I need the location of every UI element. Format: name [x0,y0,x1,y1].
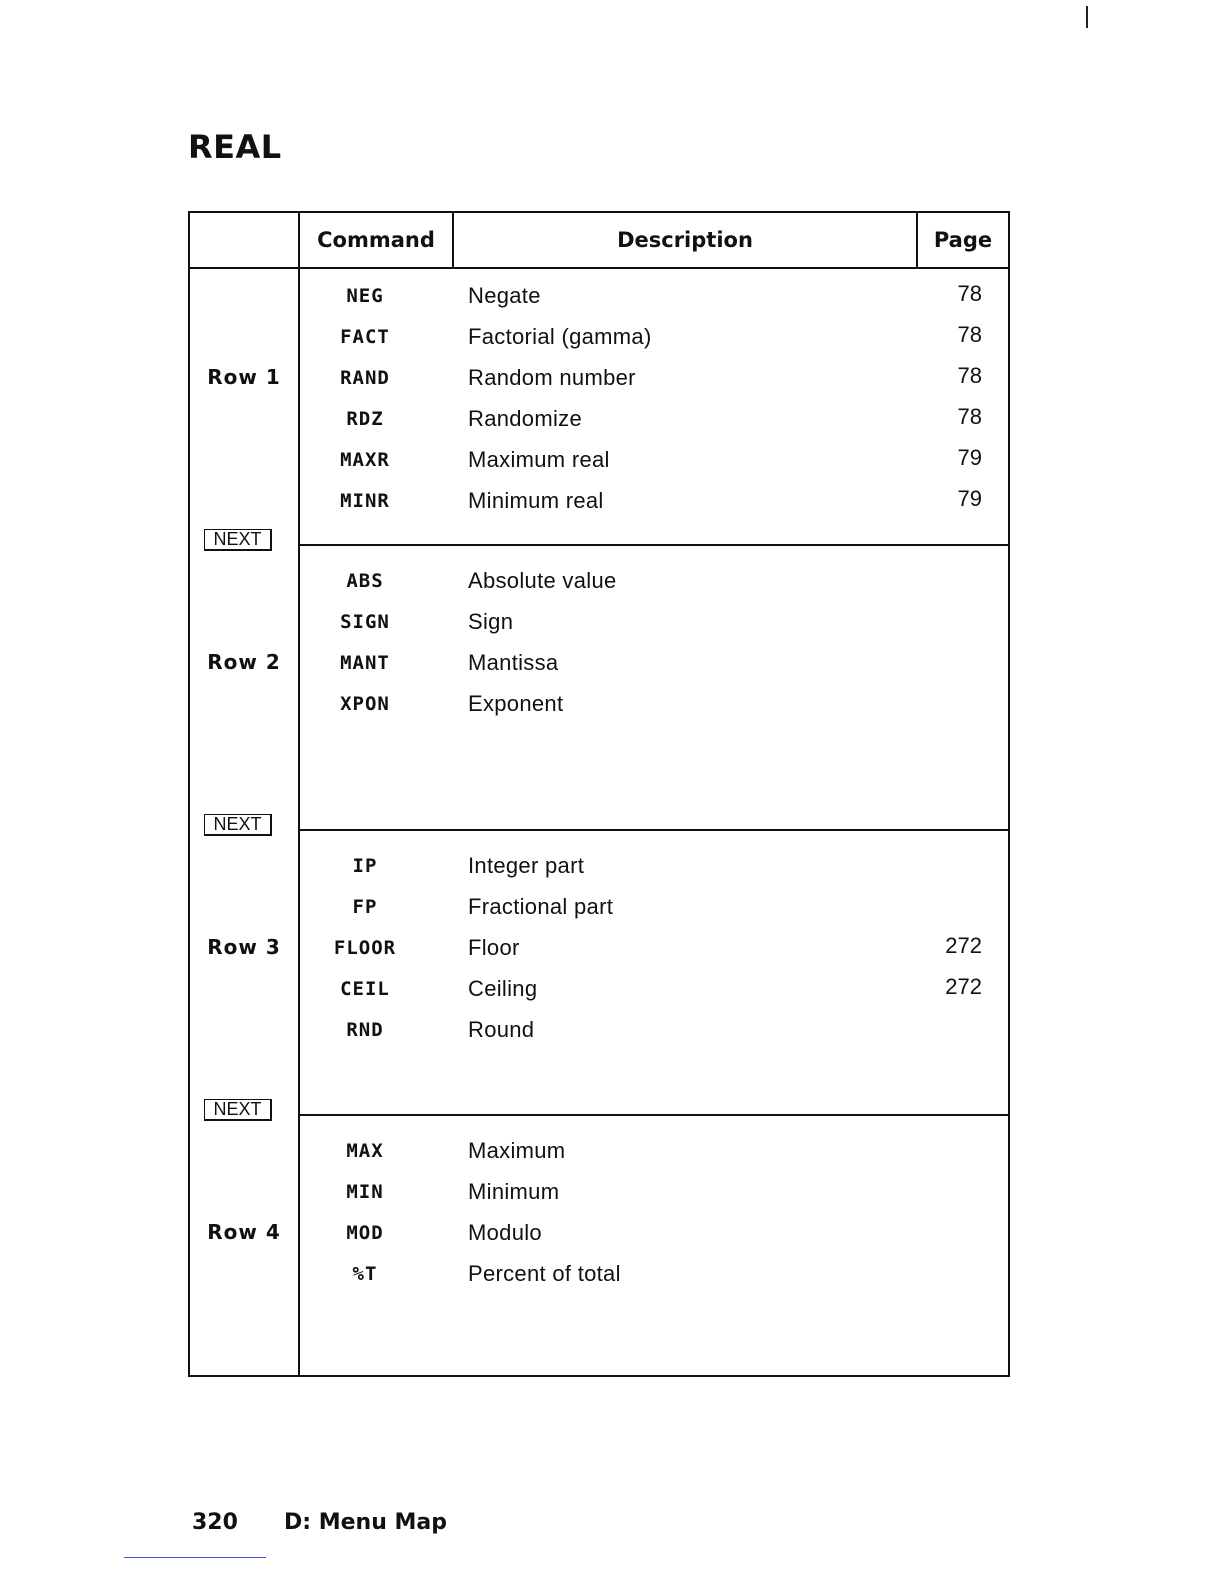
group-separator [300,1114,1008,1116]
command-cell: RND [346,1019,384,1041]
description-cell: Absolute value [468,568,617,593]
description-cell: Mantissa [468,650,559,675]
group-separator [300,544,1008,546]
command-cell: FP [352,896,378,918]
group-separator [300,829,1008,831]
command-cell: MIN [346,1181,384,1203]
description-cell: Ceiling [468,976,538,1001]
footer-rule [124,1557,266,1558]
description-cell: Exponent [468,691,564,716]
footer-page-number: 320 [192,1510,238,1535]
command-cell: MAX [346,1140,384,1162]
description-cell: Minimum real [468,488,604,513]
next-key: NEXT [204,1099,272,1121]
description-cell: Round [468,1017,535,1042]
next-key: NEXT [204,529,272,551]
description-cell: Factorial (gamma) [468,324,652,349]
page-cell: 272 [945,974,982,999]
header-bottom-rule [190,267,1008,269]
page-cell: 78 [957,281,982,306]
description-cell: Fractional part [468,894,614,919]
description-cell: Minimum [468,1179,560,1204]
page-cell: 78 [957,404,982,429]
command-cell: MAXR [340,449,390,471]
description-cell: Floor [468,935,520,960]
command-cell: %T [352,1263,378,1285]
description-cell: Random number [468,365,636,390]
page-cell: 79 [957,445,982,470]
command-cell: RAND [340,367,390,389]
next-key: NEXT [204,814,272,836]
description-cell: Maximum real [468,447,610,472]
menu-table [188,211,1010,1377]
command-cell: RDZ [346,408,384,430]
command-cell: FLOOR [333,937,397,959]
command-cell: IP [352,855,378,877]
page-cell: 78 [957,363,982,388]
command-cell: NEG [346,285,384,307]
page-cell: 272 [945,933,982,958]
command-cell: MANT [340,652,390,674]
header-page: Page [933,228,993,252]
description-cell: Negate [468,283,541,308]
row-label: Row 3 [207,935,281,959]
footer-section-title: D: Menu Map [284,1510,448,1535]
row-label: Row 1 [207,365,281,389]
page-cell: 78 [957,322,982,347]
description-cell: Modulo [468,1220,542,1245]
description-cell: Sign [468,609,514,634]
description-cell: Maximum [468,1138,566,1163]
margin-mark [1086,6,1088,28]
command-cell: MOD [346,1222,384,1244]
header-command: Command [317,228,435,252]
page-title: REAL [188,128,282,166]
description-cell: Percent of total [468,1261,621,1286]
command-cell: MINR [340,490,390,512]
row-label: Row 4 [207,1220,281,1244]
description-cell: Randomize [468,406,582,431]
row-label: Row 2 [207,650,281,674]
header-description: Description [617,228,753,252]
command-cell: CEIL [340,978,390,1000]
command-cell: ABS [346,570,384,592]
command-cell: FACT [340,326,390,348]
page-cell: 79 [957,486,982,511]
command-cell: XPON [340,693,390,715]
description-cell: Integer part [468,853,585,878]
command-cell: SIGN [340,611,390,633]
